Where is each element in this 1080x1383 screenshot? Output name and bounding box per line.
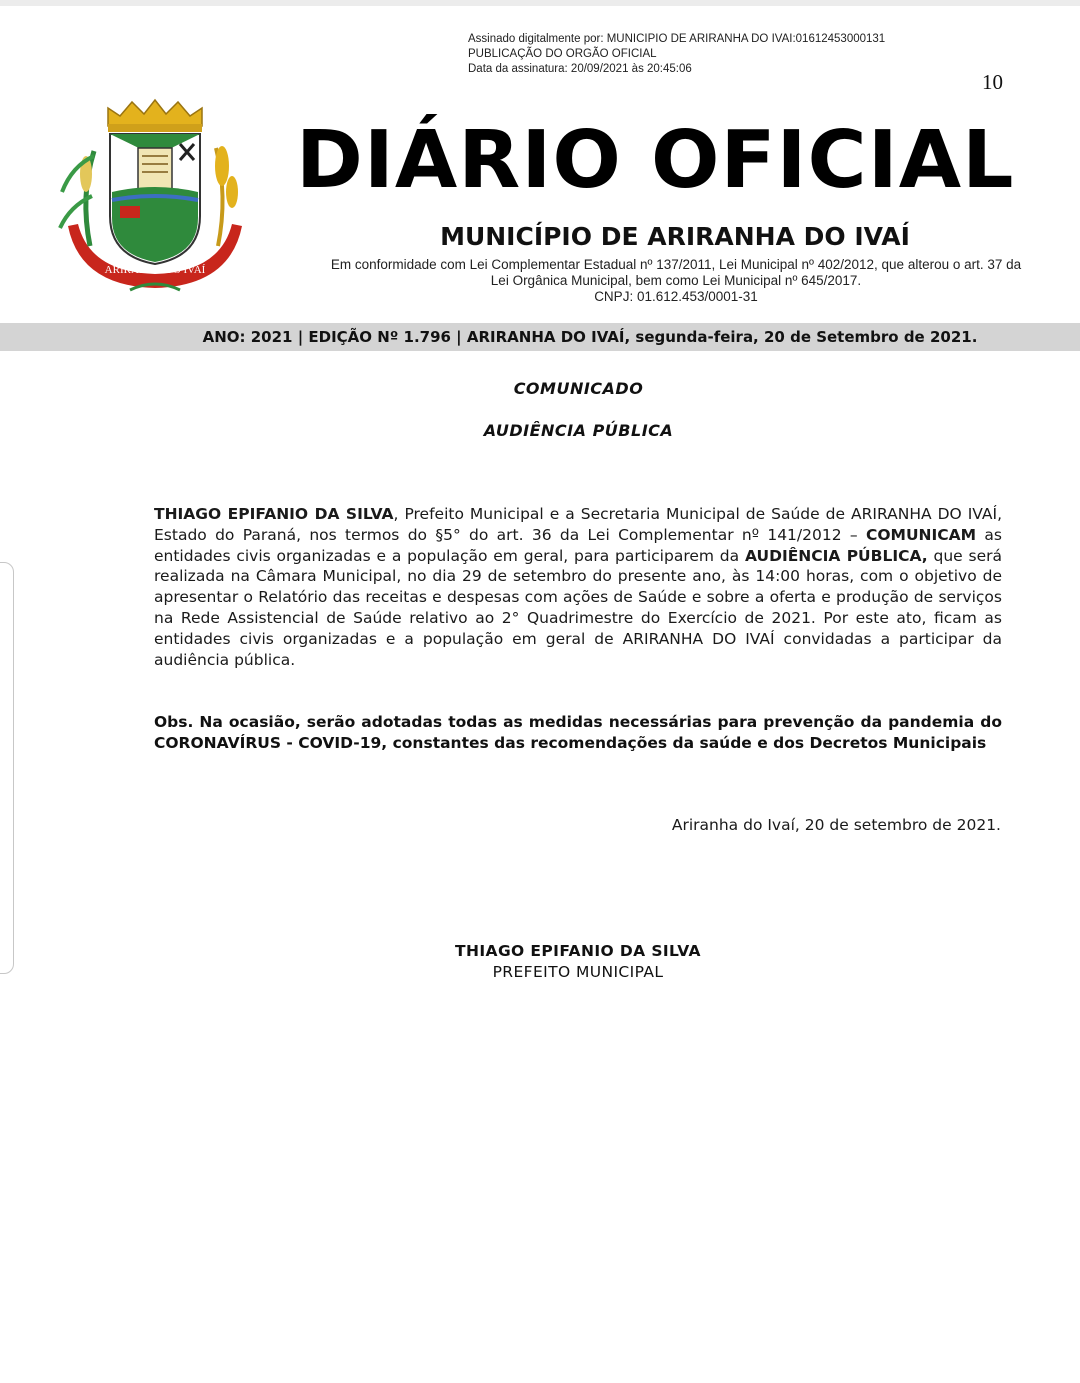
mayor-name: THIAGO EPIFANIO DA SILVA (154, 505, 394, 523)
legal-notice (300, 257, 1052, 305)
body-text-2: as entidades civis organizadas e a população em geral, para participarem da (154, 525, 1002, 565)
body-text-3: que será realizada na Câmara Municipal, no dia 29 de setembro do presente ano, às 14:00 horas, com o objetivo de apresentar o Relatório das receitas e despesas com ações de Saúde e sobre a oferta e produção de serviços na Rede Assistencial de Saúde relativo ao 2° Quadrimestre do Exercício de 2021. Por este ato, ficam as entidades civis organizadas e a população em geral de ARIRANHA DO IVAÍ convidadas a participar da audiência pública. (154, 546, 1002, 669)
body-text-1: , Prefeito Municipal e a Secretaria Municipal de Saúde de ARIRANHA DO IVAÍ, Estado do Paraná, nos termos do §5° do art. 36 da Lei Complementar nº 141/2012 – (154, 505, 1002, 544)
covid-observation: Obs. Na ocasião, serão adotadas todas as medidas necessárias para prevenção da pandemia do CORONAVÍRUS - COVID-19, constantes das recomendações da saúde e dos Decretos Municipais (154, 713, 1002, 752)
side-page-tab[interactable] (0, 562, 14, 974)
communicate-keyword: COMUNICAM (865, 525, 977, 544)
top-strip (0, 0, 1080, 6)
signer-title: PREFEITO MUNICIPAL (492, 963, 664, 981)
signature-date: Data da assinatura: 20/09/2021 às 20:45:06 (468, 63, 692, 75)
signature-publication: PUBLICAÇÃO DO ORGÃO OFICIAL (468, 48, 657, 60)
notice-body (154, 504, 1002, 670)
signature-signer: Assinado digitalmente por: MUNICIPIO DE ARIRANHA DO IVAI:01612453000131 (468, 33, 886, 45)
legal-line-1: Em conformidade com Lei Complementar Estadual nº 137/2011, Lei Municipal nº 402/2012, que alterou o art. 37 da (330, 257, 1022, 272)
coat-of-arms-logo (50, 96, 260, 296)
crest-ribbon-text: ARIRANHA DO IVAÍ (104, 264, 206, 276)
digital-signature-block (468, 32, 885, 77)
edition-info: ANO: 2021 | EDIÇÃO Nº 1.796 | ARIRANHA DO IVAÍ, segunda-feira, 20 de Setembro de 2021. (202, 328, 978, 346)
masthead-title: DIÁRIO OFICIAL (296, 114, 1015, 206)
cnpj-line: CNPJ: 01.612.453/0001-31 (594, 289, 758, 304)
notice-heading: COMUNICADO (513, 379, 644, 398)
municipality-name: MUNICÍPIO DE ARIRANHA DO IVAÍ (440, 222, 910, 251)
signer-name: THIAGO EPIFANIO DA SILVA (455, 942, 701, 960)
notice-subheading: AUDIÊNCIA PÚBLICA (483, 421, 674, 440)
place-and-date: Ariranha do Ivaí, 20 de setembro de 2021. (671, 816, 1001, 834)
hearing-keyword: AUDIÊNCIA PÚBLICA, (744, 546, 928, 565)
page-number: 10 (982, 70, 1003, 94)
legal-line-2: Lei Orgânica Municipal, bem como Lei Municipal nº 645/2017. (490, 273, 862, 288)
